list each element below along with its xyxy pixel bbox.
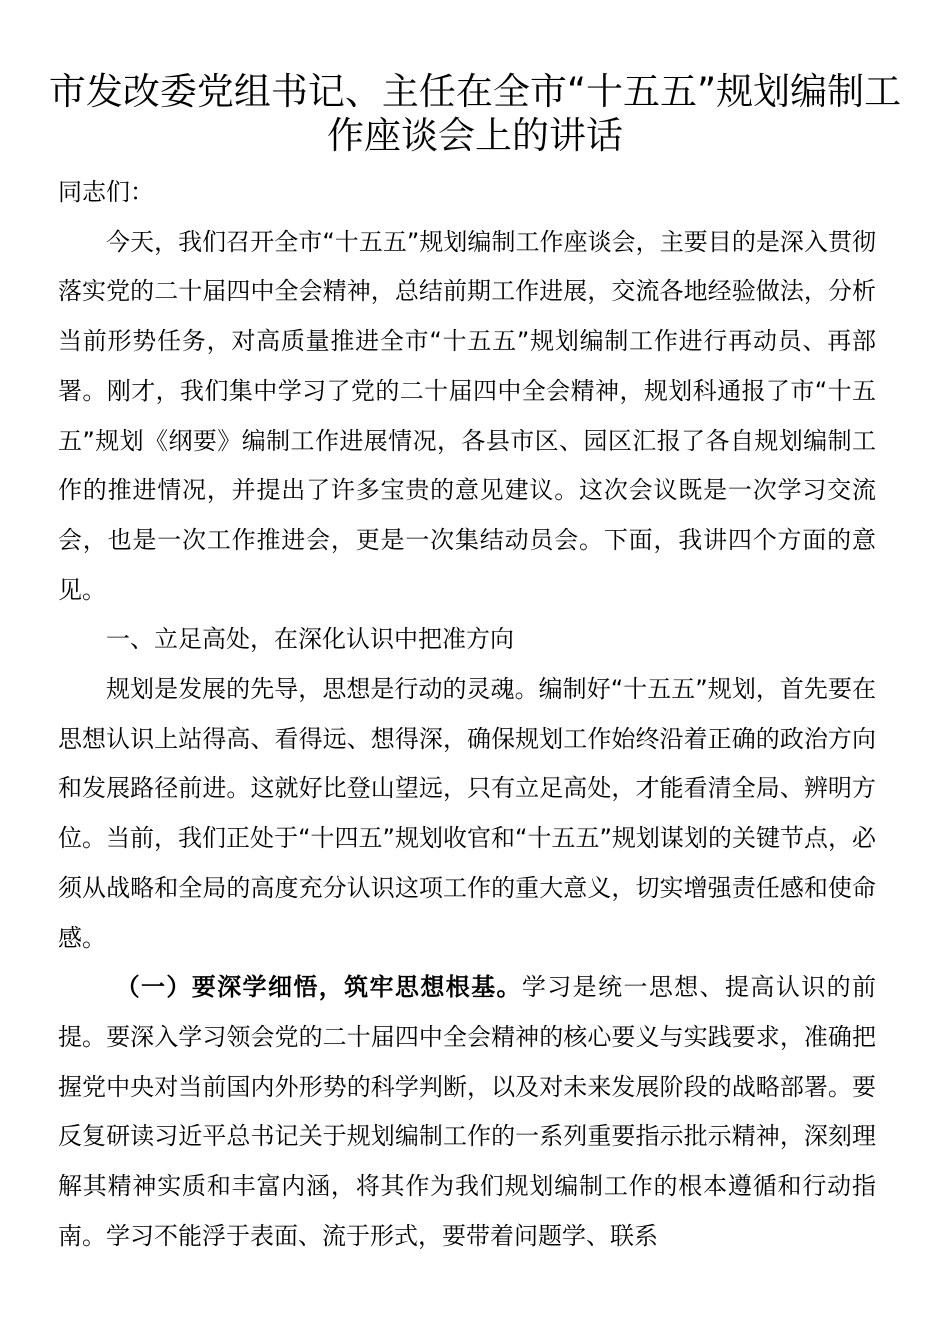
section-heading: 一、立足高处，在深化认识中把准方向 xyxy=(106,625,514,654)
opening-paragraph: 今天，我们召开全市“十五五”规划编制工作座谈会，主要目的是深入贯彻落实党的二十届四中全会精神，总结前期工作进展，交流各地经验做法，分析当前形势任务，对高质量推进全市“十五五”规划编制工作进行再动员、再部署。刚才，我们集中学习了党的二十届四中全会精神，规划科通报了市“十五五”规划《纲要》编制工作进展情况，各县市区、园区汇报了各自规划编制工作的推进情况，并提出了许多宝贵的意见建议。这次会议既是一次学习交流会，也是一次工作推进会，更是一次集结动员会。下面，我讲四个方面的意见。 xyxy=(58,227,876,604)
subsection-text: 学习是统一思想、提高认识的前提。要深入学习领会党的二十届四中全会精神的核心要义与实践要求，准确把握党中央对当前国内外形势的科学判断，以及对未来发展阶段的战略部署。要反复研读习近平总书记关于规划编制工作的一系列重要指示批示精神，深刻理解其精神实质和丰富内涵，将其作为我们规划编制工作的根本遵循和行动指南。学习不能浮于表面、流于形式，要带着问题学、联系 xyxy=(58,973,877,1250)
salutation: 同志们： xyxy=(58,178,154,206)
document-body xyxy=(58,168,876,1261)
document-title: 市发改委党组书记、主任在全市“十五五”规划编制工作座谈会上的讲话 xyxy=(48,70,902,157)
subsection-paragraph xyxy=(58,963,876,1261)
subsection-heading: （一）要深学细悟，筑牢思想根基。 xyxy=(115,973,522,1002)
section-paragraph: 规划是发展的先导，思想是行动的灵魂。编制好“十五五”规划，首先要在思想认识上站得高、看得远、想得深，确保规划工作始终沿着正确的政治方向和发展路径前进。这就好比登山望远，只有立足高处，才能看清全局、辨明方位。当前，我们正处于“十四五”规划收官和“十五五”规划谋划的关键节点，必须从战略和全局的高度充分认识这项工作的重大意义，切实增强责任感和使命感。 xyxy=(58,675,876,952)
